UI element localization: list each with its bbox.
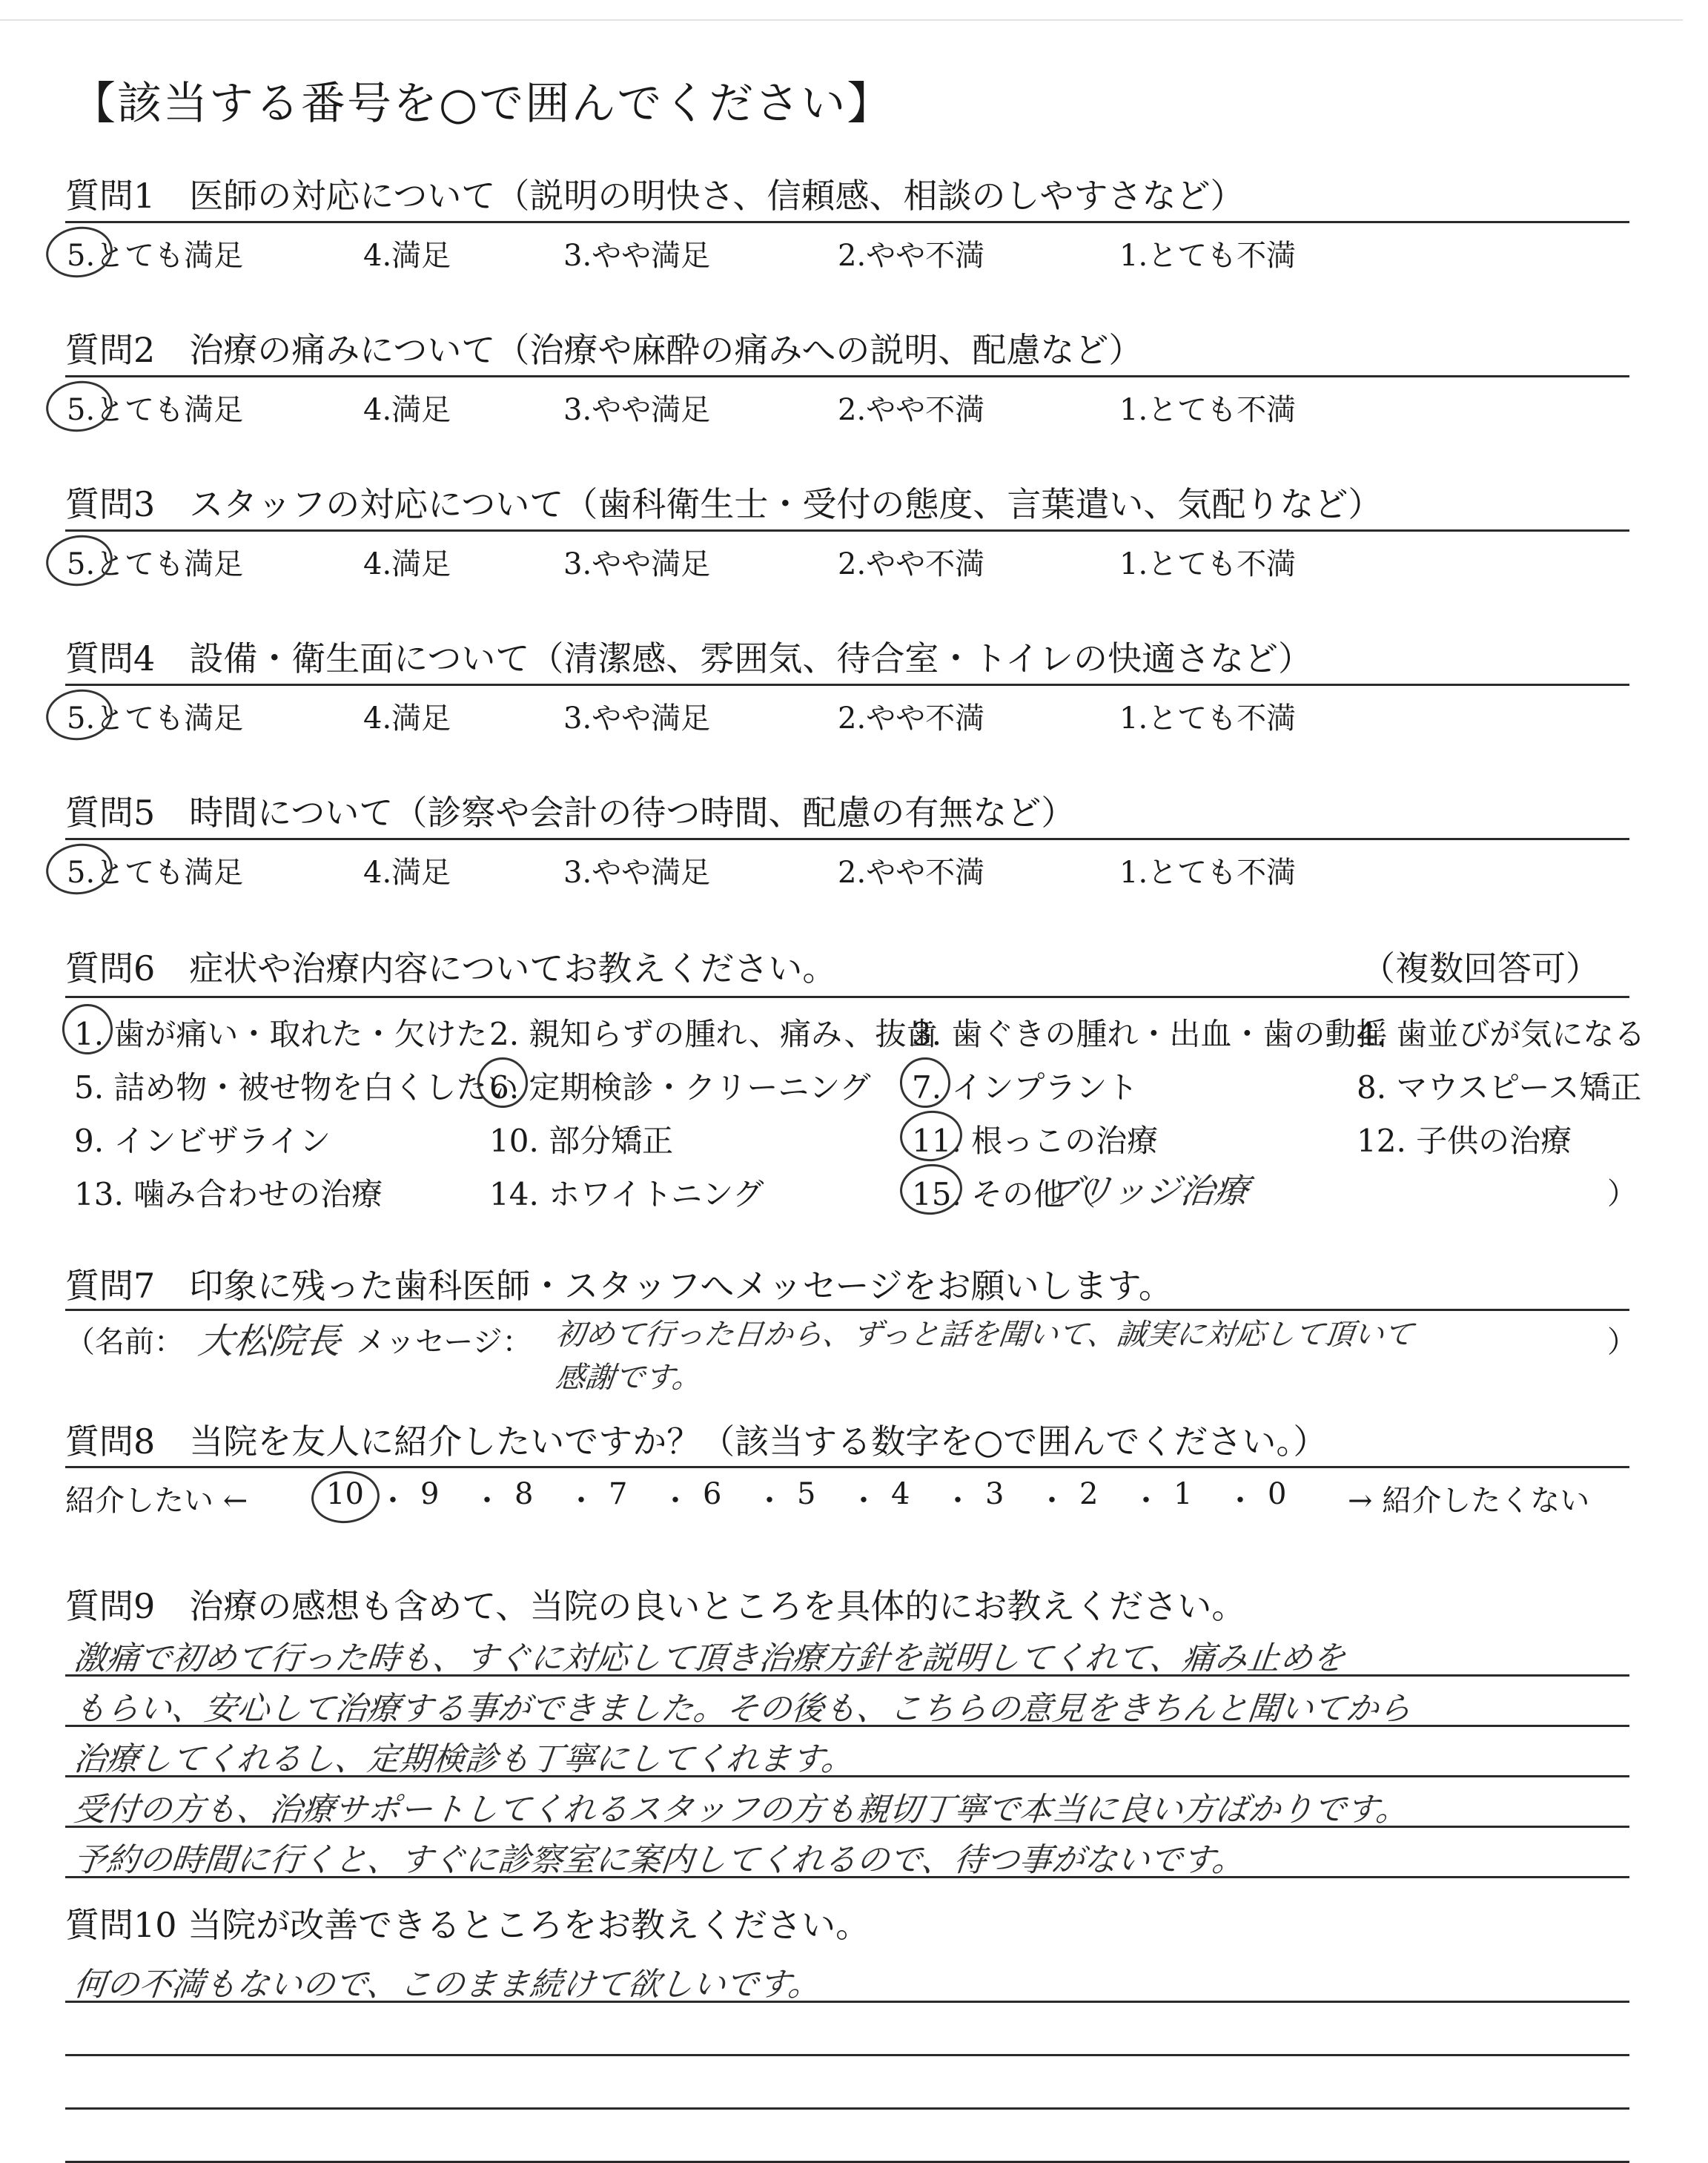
- q5-underline: [65, 838, 1629, 840]
- scan-top-edge: [0, 19, 1683, 21]
- q7-message-line1: 初めて行った日から、ずっと話を聞いて、誠実に対応して頂いて: [554, 1318, 1415, 1352]
- q1-option[interactable]: 5.とても満足: [67, 239, 244, 273]
- q6-option[interactable]: 1. 歯が痛い・取れた・欠けた: [74, 1016, 488, 1052]
- q8-scale-separator: ・: [1037, 1484, 1067, 1518]
- q10-ruled-line: [65, 2054, 1629, 2056]
- q2-option[interactable]: 5.とても満足: [67, 393, 244, 427]
- q3-option[interactable]: 2.やや不満: [838, 547, 985, 581]
- q2-option[interactable]: 2.やや不満: [838, 393, 985, 427]
- q4-title: 質問4 設備・衛生面について（清潔感、雰囲気、待合室・トイレの快適さなど）: [65, 638, 1313, 678]
- q6-option[interactable]: 13. 噛み合わせの治療: [74, 1176, 383, 1212]
- q3-option[interactable]: 1.とても不満: [1119, 547, 1297, 581]
- q8-scale-value[interactable]: 0: [1268, 1477, 1287, 1511]
- q8-scale-separator: ・: [1131, 1484, 1161, 1518]
- q8-scale-value[interactable]: 6: [703, 1477, 722, 1511]
- q6-option[interactable]: 14. ホワイトニング: [489, 1176, 764, 1212]
- q8-right-label: → 紹介したくない: [1348, 1484, 1590, 1518]
- q8-scale-value[interactable]: 7: [609, 1477, 628, 1511]
- q9-handwritten-line: 予約の時間に行くと、すぐに診察室に案内してくれるので、待つ事がないです。: [71, 1841, 1247, 1879]
- q10-ruled-line: [65, 2107, 1629, 2110]
- q4-option[interactable]: 5.とても満足: [67, 701, 244, 736]
- q4-option[interactable]: 2.やや不満: [838, 701, 985, 736]
- q8-scale-separator: ・: [661, 1484, 690, 1518]
- q6-option[interactable]: 8. マウスピース矯正: [1357, 1069, 1642, 1106]
- q1-option[interactable]: 4.満足: [363, 239, 451, 273]
- q5-option[interactable]: 2.やや不満: [838, 856, 985, 890]
- q3-option[interactable]: 5.とても満足: [67, 547, 244, 581]
- q8-scale-separator: ・: [472, 1484, 502, 1518]
- q8-left-label: 紹介したい ←: [65, 1484, 248, 1518]
- q2-title: 質問2 治療の痛みについて（治療や麻酔の痛みへの説明、配慮など）: [65, 330, 1143, 370]
- q8-scale-value[interactable]: 4: [891, 1477, 910, 1511]
- q7-name-label: （名前：: [65, 1325, 184, 1359]
- q1-title: 質問1 医師の対応について（説明の明快さ、信頼感、相談のしやすさなど）: [65, 176, 1245, 216]
- q9-handwritten-line: 受付の方も、治療サポートしてくれるスタッフの方も親切丁寧で本当に良い方ばかりです。: [71, 1791, 1411, 1829]
- q6-title: 質問6 症状や治療内容についてお教えください。: [65, 948, 837, 988]
- form-header: 【該当する番号を○で囲んでください】: [71, 78, 893, 130]
- q8-scale-value[interactable]: 1: [1174, 1477, 1193, 1511]
- q5-option[interactable]: 5.とても満足: [67, 856, 244, 890]
- q6-option[interactable]: 5. 詰め物・被せ物を白くしたい: [74, 1069, 519, 1106]
- q6-option[interactable]: 3. 歯ぐきの腫れ・出血・歯の動揺: [912, 1016, 1388, 1052]
- q6-option[interactable]: 4. 歯並びが気になる: [1357, 1016, 1646, 1052]
- q7-name-value: 大松院長: [196, 1321, 343, 1362]
- q6-option[interactable]: 7. インプラント: [912, 1069, 1139, 1106]
- q6-option[interactable]: 2. 親知らずの腫れ、痛み、抜歯: [489, 1016, 938, 1052]
- q8-scale-value[interactable]: 2: [1079, 1477, 1099, 1511]
- q6-option[interactable]: 6. 定期検診・クリーニング: [489, 1069, 871, 1106]
- q3-underline: [65, 529, 1629, 532]
- q9-title: 質問9 治療の感想も含めて、当院の良いところを具体的にお教えください。: [65, 1586, 1246, 1626]
- q2-option[interactable]: 4.満足: [363, 393, 451, 427]
- q1-option[interactable]: 1.とても不満: [1119, 239, 1297, 273]
- q8-title: 質問8 当院を友人に紹介したいですか？（該当する数字を○で囲んでください。）: [65, 1421, 1328, 1462]
- q7-title: 質問7 印象に残った歯科医師・スタッフへメッセージをお願いします。: [65, 1266, 1173, 1306]
- q9-handwritten-line: 治療してくれるし、定期検診も丁寧にしてくれます。: [71, 1740, 856, 1778]
- q6-note: （複数回答可）: [1361, 948, 1600, 988]
- q3-option[interactable]: 4.満足: [363, 547, 451, 581]
- q6-option[interactable]: 11. 根っこの治療: [912, 1123, 1159, 1159]
- q10-handwritten-line: 何の不満もないので、このまま続けて欲しいです。: [71, 1966, 823, 2004]
- q8-scale-value[interactable]: 9: [420, 1477, 440, 1511]
- q9-handwritten-line: もらい、安心して治療する事ができました。その後も、こちらの意見をきちんと聞いてから: [71, 1690, 1414, 1728]
- q2-option[interactable]: 1.とても不満: [1119, 393, 1297, 427]
- q5-option[interactable]: 1.とても不満: [1119, 856, 1297, 890]
- q6-option[interactable]: 15. その他（: [912, 1176, 1096, 1212]
- q6-option[interactable]: 9. インビザライン: [74, 1123, 331, 1159]
- q5-option[interactable]: 3.やや満足: [563, 856, 711, 890]
- q8-scale-separator: ・: [1225, 1484, 1255, 1518]
- q1-option[interactable]: 2.やや不満: [838, 239, 985, 273]
- q5-option[interactable]: 4.満足: [363, 856, 451, 890]
- q6-other-answer: ブリッジ治療: [1044, 1171, 1251, 1211]
- q4-underline: [65, 684, 1629, 686]
- q6-option[interactable]: 12. 子供の治療: [1357, 1123, 1572, 1159]
- q1-underline: [65, 221, 1629, 223]
- q10-title: 質問10 当院が改善できるところをお教えください。: [65, 1905, 870, 1945]
- q1-option[interactable]: 3.やや満足: [563, 239, 711, 273]
- q8-scale-separator: ・: [566, 1484, 596, 1518]
- q6-other-close: ）: [1607, 1177, 1637, 1211]
- q7-close: ）: [1607, 1325, 1637, 1359]
- q3-option[interactable]: 3.やや満足: [563, 547, 711, 581]
- q8-scale-separator: ・: [943, 1484, 973, 1518]
- q8-scale-separator: ・: [849, 1484, 878, 1518]
- q7-message-line2: 感謝です。: [554, 1361, 704, 1395]
- q8-scale-value[interactable]: 10: [326, 1477, 364, 1511]
- q2-underline: [65, 375, 1629, 377]
- q7-message-label: メッセージ：: [356, 1325, 532, 1359]
- q3-title: 質問3 スタッフの対応について（歯科衛生士・受付の態度、言葉遣い、気配りなど）: [65, 484, 1383, 524]
- q8-underline: [65, 1466, 1629, 1468]
- q2-option[interactable]: 3.やや満足: [563, 393, 711, 427]
- q4-option[interactable]: 3.やや満足: [563, 701, 711, 736]
- selection-circle: [309, 1468, 382, 1526]
- q6-underline: [65, 996, 1629, 998]
- q6-option[interactable]: 10. 部分矯正: [489, 1123, 674, 1159]
- q8-scale-value[interactable]: 5: [797, 1477, 816, 1511]
- q5-title: 質問5 時間について（診察や会計の待つ時間、配慮の有無など）: [65, 793, 1076, 833]
- q8-scale-separator: ・: [378, 1484, 408, 1518]
- q8-scale-value[interactable]: 8: [514, 1477, 534, 1511]
- q8-scale-value[interactable]: 3: [985, 1477, 1004, 1511]
- q9-handwritten-line: 激痛で初めて行った時も、すぐに対応して頂き治療方針を説明してくれて、痛み止めを: [71, 1639, 1348, 1677]
- q8-scale-separator: ・: [755, 1484, 784, 1518]
- q4-option[interactable]: 4.満足: [363, 701, 451, 736]
- q4-option[interactable]: 1.とても不満: [1119, 701, 1297, 736]
